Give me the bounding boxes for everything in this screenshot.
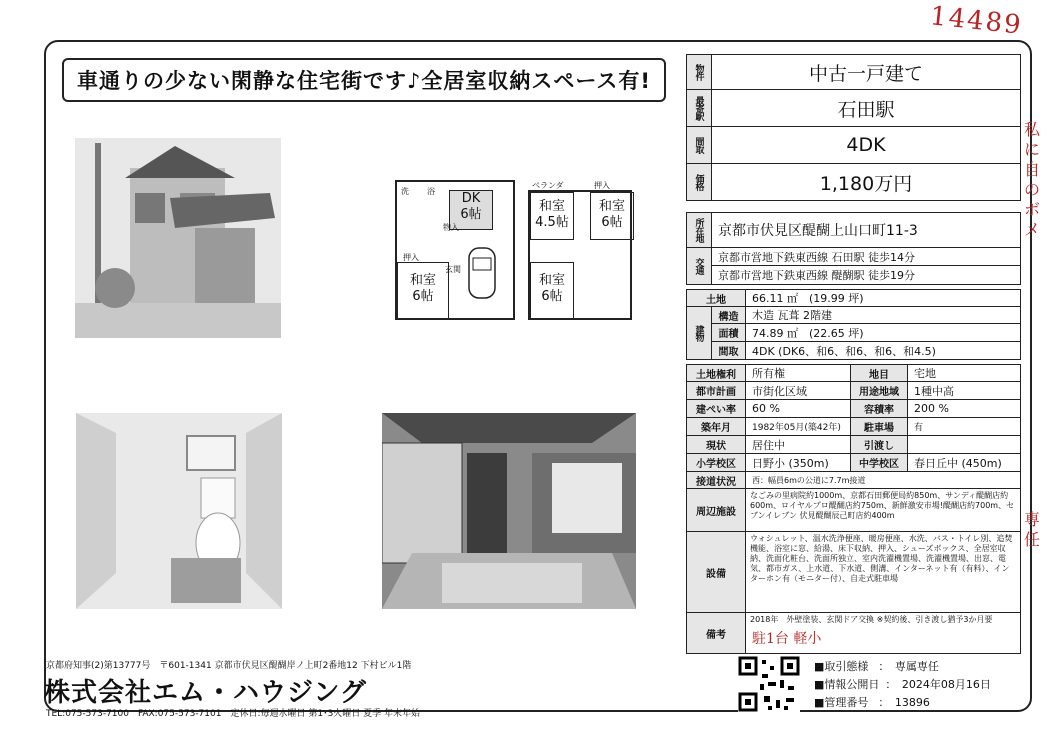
transit-line-2: 京都市営地下鉄東西線 醍醐駅 徒歩19分: [711, 265, 1021, 285]
parking: 有: [907, 417, 1021, 436]
label-transit: 交通: [686, 247, 712, 285]
property-type: 中古一戸建て: [711, 54, 1021, 90]
deal-type-label: ■取引態様: [814, 660, 869, 673]
label-road: 接道状況: [686, 471, 746, 489]
equipment-list: ウォシュレット、温水洗浄便座、暖房便座、水洗、バス・トイレ別、追焚機能、浴室に窓、給湯、床下収納、押入、シューズボックス、全居室収納、洗面化粧台、洗面所独立、室内洗濯機置場、洗濯機置場、出窓、電気、都市ガス、上水道、下水道、側溝、インターネット有（有料）、インターホン有（モニター付）、自走式駐車場: [745, 531, 1021, 613]
address-value: 京都市伏見区醍醐上山口町11-3: [711, 212, 1021, 248]
plan-label-storage: 押入: [403, 253, 419, 262]
price-value: 1,180万円: [711, 163, 1021, 201]
management-number: ： 13896: [878, 696, 930, 709]
toilet-photo: [76, 413, 282, 609]
surrounding-facilities: なごみの里病院約1000m、京都石田郵便局約850m、サンディ醍醐店約600m、ロイヤルプロ醍醐店約750m、新鮮激安市場!醍醐店約700m、セブンイレブン 伏見醍醐辰己町店約400m: [745, 488, 1021, 532]
plan-label-entrance: 玄関: [445, 265, 461, 274]
remarks: 2018年 外壁塗装、玄関ドア交換 ※契約後、引き渡し猶予3か月要: [745, 612, 1021, 654]
label-equipment: 設備: [686, 531, 746, 613]
plan-room-dk: DK 6帖: [449, 190, 493, 230]
label-remarks: 備考: [686, 612, 746, 654]
plan-label-storage-2f: 押入: [594, 181, 610, 190]
exterior-photo: [75, 138, 281, 338]
road-access: 西：幅員6mの公道に7.7m接道: [745, 471, 1021, 489]
layout-value: 4DK: [711, 126, 1021, 164]
land-area: 66.11 ㎡ (19.99 坪): [745, 289, 1021, 307]
label-built: 築年月: [686, 417, 746, 436]
management-number-row: [814, 694, 930, 710]
label-far: 容積率: [850, 399, 908, 418]
corner-handwritten-number: 14489: [928, 1, 1025, 41]
headline-banner: 車通りの少ない閑静な住宅街です♪全居室収納スペース有!: [62, 58, 666, 102]
label-structure: 構造: [711, 306, 746, 324]
label-environment: 周辺施設: [686, 488, 746, 532]
qr-code-icon: [738, 656, 800, 712]
plan-room-1f-washitsu: 和室 6帖: [397, 262, 449, 320]
junior-high-school: 春日丘中 (450m): [907, 453, 1021, 472]
rooms-value: 4DK (DK6、和6、和6、和6、和4.5): [745, 341, 1021, 360]
label-junior-high: 中学校区: [850, 453, 908, 472]
elementary-school: 日野小 (350m): [745, 453, 851, 472]
label-station: 最寄駅: [686, 89, 712, 127]
company-license: 京都府知事(2)第13777号 〒601-1341 京都市伏見区醍醐岸ノ上町2番地12 下村ビル1階: [46, 661, 412, 671]
label-rights: 土地権利: [686, 364, 746, 382]
label-status: 現状: [686, 435, 746, 454]
zoning: 1種中高: [907, 381, 1021, 400]
land-category: 宅地: [907, 364, 1021, 382]
label-elementary: 小学校区: [686, 453, 746, 472]
management-number-label: ■管理番号: [814, 696, 869, 709]
floorplan-2f: [528, 180, 636, 320]
label-land: 土地: [686, 289, 746, 307]
company-contact: TEL:075-573-7100 FAX:075-573-7101 定休日:毎週水曜日 第1･3火曜日 夏季 年末年始: [46, 709, 421, 719]
label-coverage: 建ぺい率: [686, 399, 746, 418]
margin-note-mid: 専任: [1024, 510, 1041, 549]
rights-value: 所有権: [745, 364, 851, 382]
label-parking: 駐車場: [850, 417, 908, 436]
handover: [907, 435, 1021, 454]
company-name: 株式会社エム・ハウジング: [44, 678, 367, 708]
publish-date-row: [814, 676, 991, 692]
plan-label-wash: 洗: [401, 187, 409, 196]
deal-type: ： 専属専任: [878, 660, 939, 673]
transit-line-1: 京都市営地下鉄東西線 石田駅 徒歩14分: [711, 247, 1021, 266]
label-floor-area: 面積: [711, 323, 746, 342]
status: 居住中: [745, 435, 851, 454]
remarks-handwritten: 駐1台 軽小: [752, 631, 822, 647]
car-icon: [465, 242, 499, 302]
publish-date: ： 2024年08月16日: [885, 678, 991, 691]
city-plan: 市街化区域: [745, 381, 851, 400]
label-city-plan: 都市計画: [686, 381, 746, 400]
plan-room-2f-6a: 和室 6帖: [590, 192, 634, 240]
label-price: 価格: [686, 163, 712, 201]
nearest-station: 石田駅: [711, 89, 1021, 127]
publish-date-label: ■情報公開日: [814, 678, 880, 691]
label-rooms: 間取: [711, 341, 746, 360]
label-handover: 引渡し: [850, 435, 908, 454]
coverage: 60 %: [745, 399, 851, 418]
label-layout: 間取: [686, 126, 712, 164]
plan-label-veranda: ベランダ: [532, 181, 564, 190]
floorplan-1f: [395, 180, 515, 320]
floor-area-ratio: 200 %: [907, 399, 1021, 418]
interior-room-photo: [382, 413, 636, 609]
margin-note-top: 私に自のボメ: [1024, 120, 1041, 239]
label-building: 建物: [686, 306, 712, 360]
floor-area: 74.89 ㎡ (22.65 坪): [745, 323, 1021, 342]
label-address: 所在地: [686, 212, 712, 248]
plan-room-2f-6b: 和室 6帖: [530, 262, 574, 320]
plan-label-closet: 物入: [443, 223, 459, 232]
deal-type-row: [814, 658, 939, 674]
plan-room-2f-45: 和室 4.5帖: [530, 192, 574, 240]
label-zoning: 用途地域: [850, 381, 908, 400]
plan-label-bath: 浴: [427, 187, 435, 196]
structure-value: 木造 瓦葺 2階建: [745, 306, 1021, 324]
built-date: 1982年05月(築42年): [745, 417, 851, 436]
label-type: 物件: [686, 54, 712, 90]
label-land-category: 地目: [850, 364, 908, 382]
